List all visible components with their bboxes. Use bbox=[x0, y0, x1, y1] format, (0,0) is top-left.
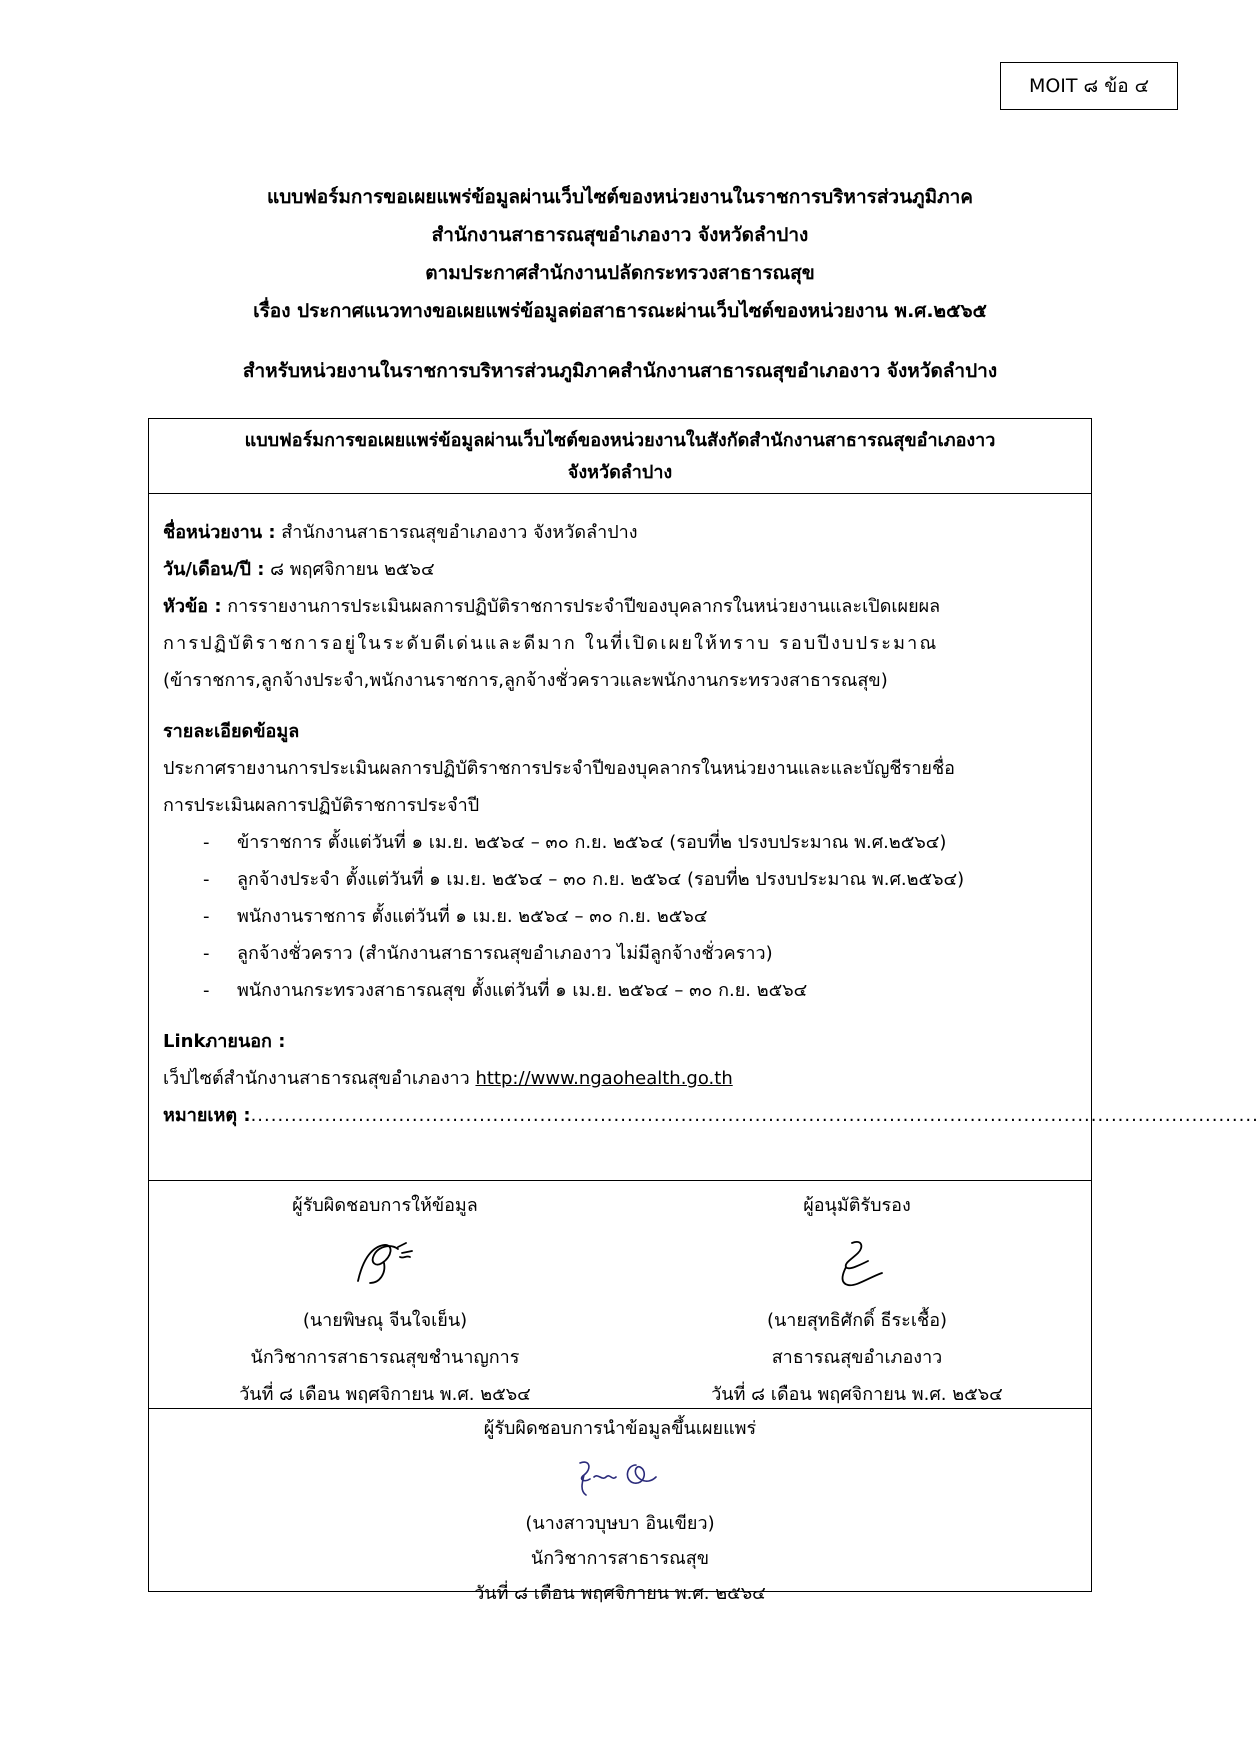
handwritten-signature-icon bbox=[340, 1233, 430, 1293]
agency-value: สำนักงานสาธารณสุขอำเภองาว จังหวัดลำปาง bbox=[275, 522, 638, 543]
details-line-2: การประเมินผลการปฏิบัติราชการประจำปี bbox=[163, 795, 480, 816]
right-signer-role: ผู้อนุมัติรับรอง bbox=[803, 1195, 911, 1216]
date-row bbox=[163, 551, 1077, 588]
left-signature-image bbox=[149, 1224, 621, 1302]
heading-line-2: สำนักงานสาธารณสุขอำเภองาว จังหวัดลำปาง bbox=[431, 224, 809, 246]
publisher-section bbox=[149, 1409, 1091, 1604]
document-code-tag: MOIT ๘ ข้อ ๔ bbox=[1000, 62, 1178, 110]
list-item: - พนักงานราชการ ตั้งแต่วันที่ ๑ เม.ย. ๒๕๖๔ – ๓๐ ก.ย. ๒๕๖๔ bbox=[163, 898, 1077, 935]
topic-line-2: การปฏิบัติราชการอยู่ในระดับดีเด่นและดีมาก ในที่เปิดเผยให้ทราบ รอบปีงบประมาณ bbox=[163, 633, 939, 654]
form-title bbox=[149, 419, 1091, 494]
right-signer-name: (นายสุทธิศักดิ์ ธีระเชื้อ) bbox=[766, 1310, 948, 1331]
list-item: - ข้าราชการ ตั้งแต่วันที่ ๑ เม.ย. ๒๕๖๔ – ๓๐ ก.ย. ๒๕๖๔ (รอบที่๒ ปรงบประมาณ พ.ศ.๒๕๖๔) bbox=[163, 824, 1077, 861]
heading-line-1: แบบฟอร์มการขอเผยแพร่ข้อมูลผ่านเว็บไซต์ของหน่วยงานในราชการบริหารส่วนภูมิภาค bbox=[266, 186, 974, 208]
agency-row bbox=[163, 514, 1077, 551]
signature-section bbox=[149, 1181, 1091, 1409]
heading-line-4: เรื่อง ประกาศแนวทางขอเผยแพร่ข้อมูลต่อสาธารณะผ่านเว็บไซต์ของหน่วยงาน พ.ศ.๒๕๖๕ bbox=[253, 300, 987, 322]
list-item: - ลูกจ้างชั่วคราว (สำนักงานสาธารณสุขอำเภองาว ไม่มีลูกจ้างชั่วคราว) bbox=[163, 935, 1077, 972]
note-label: หมายเหตุ : bbox=[163, 1105, 251, 1126]
note-dotted-line: ...................................................................................................................................................... bbox=[250, 1105, 1259, 1126]
publisher-name: (นางสาวบุษบา อินเขียว) bbox=[525, 1513, 715, 1534]
external-link-label: Linkภายนอก : bbox=[163, 1031, 286, 1052]
details-label: รายละเอียดข้อมูล bbox=[163, 721, 300, 742]
handwritten-signature-icon bbox=[812, 1233, 902, 1293]
publisher-date: วันที่ ๘ เดือน พฤศจิกายน พ.ศ. ๒๕๖๔ bbox=[474, 1583, 766, 1604]
form-frame bbox=[148, 418, 1259, 1604]
date-value: ๘ พฤศจิกายน ๒๕๖๔ bbox=[264, 559, 435, 580]
signature-right bbox=[621, 1187, 1093, 1413]
right-signature-image bbox=[621, 1224, 1093, 1302]
left-signer-date: วันที่ ๘ เดือน พฤศจิกายน พ.ศ. ๒๕๖๔ bbox=[239, 1384, 531, 1405]
publisher-position: นักวิชาการสาธารณสุข bbox=[530, 1548, 710, 1569]
note-row bbox=[163, 1097, 1259, 1134]
form-title-line-1: แบบฟอร์มการขอเผยแพร่ข้อมูลผ่านเว็บไซต์ของหน่วยงานในสังกัดสำนักงานสาธารณสุขอำเภองาว bbox=[244, 430, 996, 451]
topic-line-3: (ข้าราชการ,ลูกจ้างประจำ,พนักงานราชการ,ลูกจ้างชั่วคราวและพนักงานกระทรวงสาธารณสุข) bbox=[163, 670, 888, 691]
form-body bbox=[149, 494, 1259, 1181]
list-item: - ลูกจ้างประจำ ตั้งแต่วันที่ ๑ เม.ย. ๒๕๖๔ – ๓๐ ก.ย. ๒๕๖๔ (รอบที่๒ ปรงบประมาณ พ.ศ.๒๕๖๔) bbox=[163, 861, 1077, 898]
heading-line-3: ตามประกาศสำนักงานปลัดกระทรวงสาธารณสุข bbox=[425, 262, 815, 284]
list-item: - พนักงานกระทรวงสาธารณสุข ตั้งแต่วันที่ ๑ เม.ย. ๒๕๖๔ – ๓๐ ก.ย. ๒๕๖๔ bbox=[163, 972, 1077, 1009]
left-signer-name: (นายพิษณุ จีนใจเย็น) bbox=[302, 1310, 468, 1331]
right-signer-date: วันที่ ๘ เดือน พฤศจิกายน พ.ศ. ๒๕๖๔ bbox=[711, 1384, 1003, 1405]
publisher-role: ผู้รับผิดชอบการนำข้อมูลขึ้นเผยแพร่ bbox=[483, 1418, 757, 1439]
right-signer-position: สาธารณสุขอำเภองาว bbox=[771, 1347, 943, 1368]
details-line-1: ประกาศรายงานการประเมินผลการปฏิบัติราชการประจำปีของบุคลากรในหน่วยงานและและบัญชีรายชื่อ bbox=[163, 758, 955, 779]
website-text: เว็ปไซต์สำนักงานสาธารณสุขอำเภองาว bbox=[163, 1068, 476, 1089]
website-row bbox=[163, 1060, 1077, 1097]
handwritten-signature-icon bbox=[560, 1451, 680, 1501]
signature-left bbox=[149, 1187, 621, 1413]
left-signer-position: นักวิชาการสาธารณสุขชำนาญการ bbox=[250, 1347, 520, 1368]
form-title-line-2: จังหวัดลำปาง bbox=[567, 462, 673, 483]
heading-line-5: สำหรับหน่วยงานในราชการบริหารส่วนภูมิภาคสำนักงานสาธารณสุขอำเภองาว จังหวัดลำปาง bbox=[242, 360, 998, 382]
left-signer-role: ผู้รับผิดชอบการให้ข้อมูล bbox=[292, 1195, 478, 1216]
topic-row bbox=[163, 588, 1077, 625]
topic-label: หัวข้อ : bbox=[163, 596, 222, 617]
publisher-signature-image bbox=[149, 1446, 1091, 1506]
details-bullet-list bbox=[163, 824, 1077, 1009]
date-label: วัน/เดือน/ปี : bbox=[163, 559, 265, 580]
topic-line-1: การรายงานการประเมินผลการปฏิบัติราชการประจำปีของบุคลากรในหน่วยงานและเปิดเผยผล bbox=[221, 596, 941, 617]
website-link[interactable]: http://www.ngaohealth.go.th bbox=[475, 1068, 733, 1089]
agency-label: ชื่อหน่วยงาน : bbox=[163, 522, 276, 543]
document-heading bbox=[0, 178, 1240, 390]
